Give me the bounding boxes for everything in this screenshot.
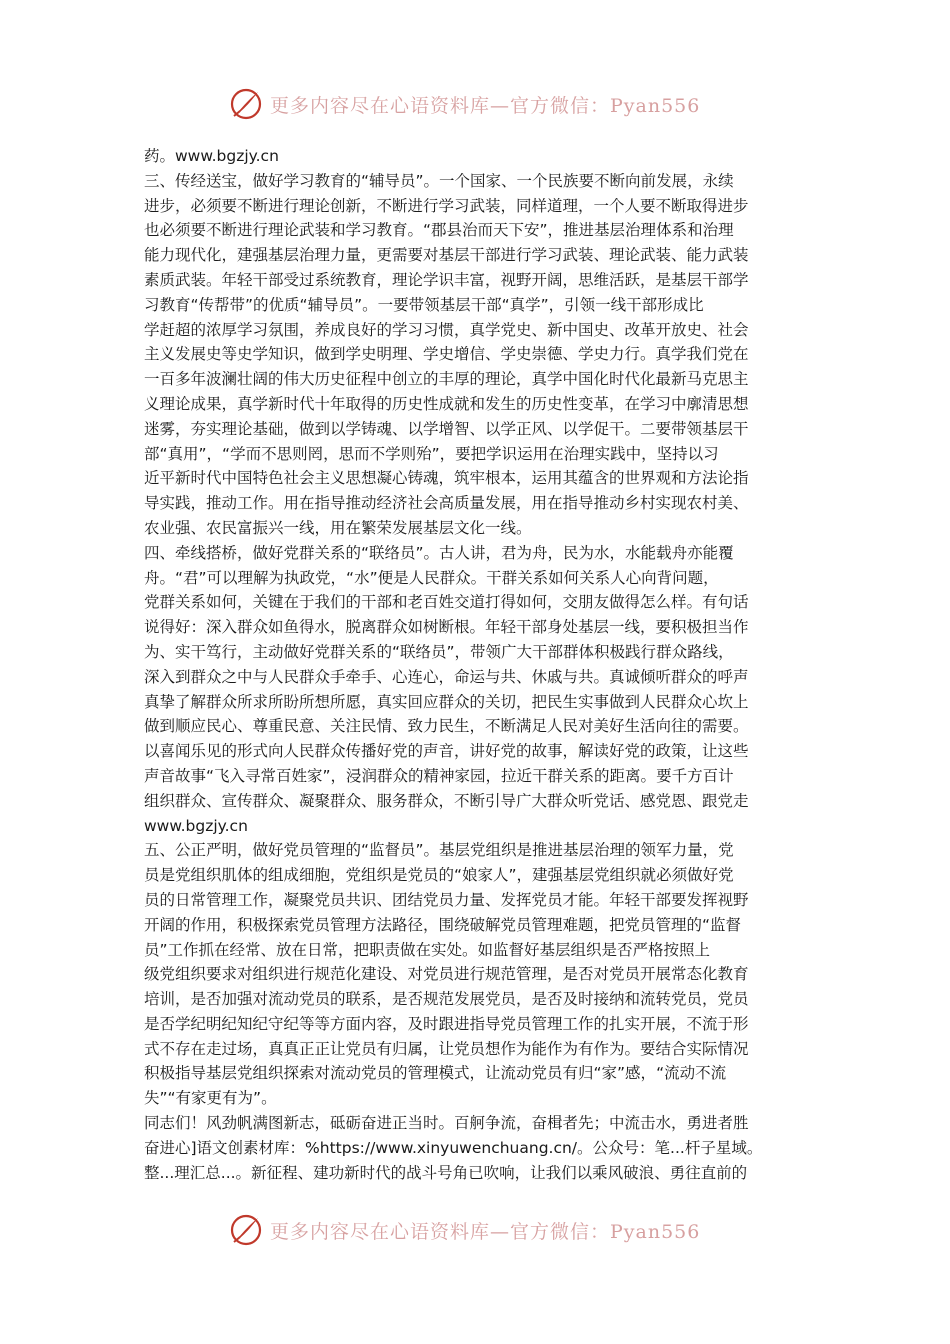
text-line: 也必须要不断进行理论武装和学习教育。“郡县治而天下安”，推进基层治理体系和治理 [144,221,734,240]
text-line: 员是党组织肌体的组成细胞，党组织是党员的“娘家人”，建强基层党组织就必须做好党 [144,866,734,885]
text-line: 失”“有家更有为”。 [144,1089,277,1108]
text-line: 义理论成果，真学新时代十年取得的历史性成就和发生的历史性变革，在学习中廓清思想 [144,394,749,413]
text-line: 近平新时代中国特色社会主义思想凝心铸魂，筑牢根本，运用其蕴含的世界观和方法论指 [144,469,749,488]
text-line: 素质武装。年轻干部受过系统教育，理论学识丰富，视野开阔，思维活跃，是基层干部学 [144,270,749,289]
text-line: 为、实干笃行，主动做好党群关系的“联络员”，带领广大干部群体积极践行群众路线， [144,642,734,661]
text-line: 学赶超的浓厚学习氛围，养成良好的学习习惯，真学党史、新中国史、改革开放史、社会 [144,320,749,339]
header-banner [228,82,728,126]
text-line: 部“真用”，“学而不思则罔，思而不学则殆”，要把学识运用在治理实践中，坚持以习 [144,444,719,463]
text-line: www.bgzjy.cn [144,816,248,835]
text-line: 药。www.bgzjy.cn [144,147,279,165]
text-line: 迷雾，夯实理论基础，做到以学铸魂、以学增智、以学正风、以学促干。二要带领基层干 [144,419,749,438]
text-line: 四、牵线搭桥，做好党群关系的“联络员”。古人讲，君为舟，民为水，水能载舟亦能覆 [144,543,734,562]
text-line: 同志们！风劲帆满图新志，砥砺奋进正当时。百舸争流，奋楫者先；中流击水，勇进者胜 [144,1114,749,1133]
text-line: 整...理汇总...。新征程、建功新时代的战斗号角已吹响，让我们以乘风破浪、勇往直前的 [144,1163,748,1182]
text-line: 深入到群众之中与人民群众手牵手、心连心，命运与共、休戚与共。真诚倾听群众的呼声 [144,667,749,686]
text-line: 培训，是否加强对流动党员的联系，是否规范发展党员，是否及时接纳和流转党员，党员 [144,990,749,1009]
text-line: 积极指导基层党组织探索对流动党员的管理模式，让流动党员有归“家”感，“流动不流 [144,1064,727,1083]
article-body [144,144,816,1185]
text-line: 能力现代化，建强基层治理力量，更需要对基层干部进行学习武装、理论武装、能力武装 [144,246,749,265]
text-line: 式不存在走过场，真真正正让党员有归属，让党员想作为能作为有作为。要结合实际情况 [144,1039,749,1058]
text-line: 主义发展史等史学知识，做到学史明理、学史增信、学史崇德、学史力行。真学我们党在 [144,345,749,364]
text-line: 员”工作抓在经常、放在日常，把职责做在实处。如监督好基层组织是否严格按照上 [144,940,711,959]
text-line: 进步，必须要不断进行理论创新，不断进行学习武装，同样道理，一个人要不断取得进步 [144,196,749,215]
header-banner-text: 更多内容尽在心语资料库—官方微信：Pyan556 [270,94,701,117]
text-line: 党群关系如何，关键在于我们的干部和老百姓交道打得如何，交朋友做得怎么样。有句话 [144,593,749,612]
quill-pen-logo-icon [228,1212,264,1248]
text-line: 导实践，推动工作。用在指导推动经济社会高质量发展，用在指导推动乡村实现农村美、 [144,494,749,513]
text-line: 级党组织要求对组织进行规范化建设、对党员进行规范管理，是否对党员开展常态化教育 [144,965,749,984]
footer-banner [228,1208,728,1252]
text-line: 习教育“传帮带”的优质“辅导员”。一要带领基层干部“真学”，引领一线干部形成比 [144,295,704,314]
text-line: 真挚了解群众所求所盼所想所愿，真实回应群众的关切，把民生实事做到人民群众心坎上 [144,692,749,711]
quill-pen-logo-icon [228,86,264,122]
text-line: 做到顺应民心、尊重民意、关注民情、致力民生，不断满足人民对美好生活向往的需要。 [144,717,749,736]
text-line: 五、公正严明，做好党员管理的“监督员”。基层党组织是推进基层治理的领军力量，党 [144,841,734,860]
text-line: 农业强、农民富振兴一线，用在繁荣发展基层文化一线。 [144,518,532,537]
footer-banner-text: 更多内容尽在心语资料库—官方微信：Pyan556 [270,1220,701,1243]
text-line: 一百多年波澜壮阔的伟大历史征程中创立的丰厚的理论，真学中国化时代化最新马克思主 [144,370,749,389]
text-line: 是否学纪明纪知纪守纪等等方面内容，及时跟进指导党员管理工作的扎实开展，不流于形 [144,1014,749,1033]
text-line: 说得好：深入群众如鱼得水，脱离群众如树断根。年轻干部身处基层一线，要积极担当作 [144,618,749,637]
text-line: 奋进心]语文创素材库：%https://www.xinyuwenchuang.cn/。公众号：笔...杆子星域。 [144,1138,763,1157]
text-line: 声音故事“飞入寻常百姓家”，浸润群众的精神家园，拉近干群关系的距离。要千方百计 [144,766,734,785]
text-line: 员的日常管理工作，凝聚党员共识、团结党员力量、发挥党员才能。年轻干部要发挥视野 [144,890,749,909]
text-line: 组织群众、宣传群众、凝聚群众、服务群众，不断引导广大群众听党话、感党恩、跟党走 [144,791,749,810]
text-line: 舟。“君”可以理解为执政党，“水”便是人民群众。干群关系如何关系人心向背问题， [144,568,719,587]
text-line: 以喜闻乐见的形式向人民群众传播好党的声音，讲好党的故事，解读好党的政策，让这些 [144,742,749,761]
text-line: 开阔的作用，积极探索党员管理方法路径，围绕破解党员管理难题，把党员管理的“监督 [144,915,742,934]
text-line: 三、传经送宝，做好学习教育的“辅导员”。一个国家、一个民族要不断向前发展，永续 [144,171,734,190]
